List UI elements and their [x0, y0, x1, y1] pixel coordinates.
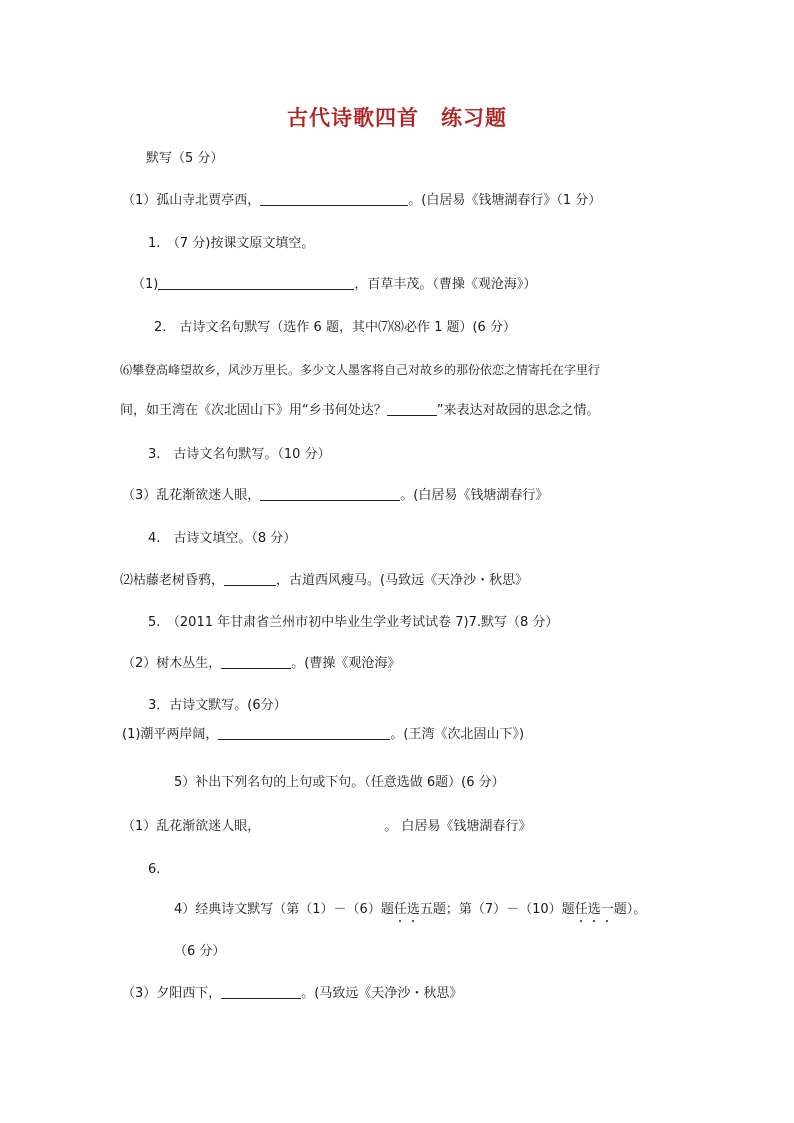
question-heading — [154, 319, 516, 337]
line-text: 。(曹操《观沧海》 — [291, 656, 401, 671]
page-title: 古代诗歌四首 练习题 — [287, 105, 507, 130]
line-text: （1) — [132, 277, 159, 292]
emphasis-char: 选 — [587, 902, 601, 917]
question-line — [122, 192, 601, 210]
question-heading — [174, 774, 505, 792]
question-number — [148, 861, 160, 879]
question-line — [122, 726, 524, 744]
answer-blank[interactable] — [387, 402, 437, 416]
line-text: （1）乱花渐欲迷人眼， — [122, 819, 261, 834]
line-text: ，古道西风瘦马。(马致远《天净沙・秋思》 — [276, 573, 529, 588]
line-text: ，百草丰茂。（曹操《观沧海》） — [354, 277, 537, 292]
emphasis-char: 任 — [393, 902, 407, 917]
answer-blank[interactable] — [224, 572, 276, 586]
line-text: 。(白居易《钱塘湖春行》（1 分） — [408, 193, 602, 208]
line-text: 4）经典诗文默写（第（1）－（6）题 — [174, 902, 394, 917]
section-heading — [146, 150, 223, 168]
line-text: 4. 古诗文填空。（8 分） — [148, 531, 297, 546]
question-line — [122, 818, 531, 836]
line-text: 题）。 — [613, 902, 647, 917]
question-line — [120, 361, 600, 379]
score-note — [174, 943, 225, 961]
question-heading — [174, 901, 646, 919]
line-text: 默写（5 分） — [146, 151, 224, 166]
question-line — [122, 985, 462, 1003]
answer-blank[interactable] — [218, 726, 390, 740]
question-line — [122, 655, 400, 673]
line-text: （3）夕阳西下， — [122, 986, 222, 1001]
line-text: 1. （7 分)按课文原文填空。 — [148, 236, 315, 251]
question-heading — [148, 530, 296, 548]
answer-blank[interactable] — [260, 192, 408, 206]
line-text: 。(马致远《天净沙・秋思》 — [301, 986, 463, 1001]
line-text: ⑹攀登高峰望故乡，风沙万里长。多少文人墨客将自己对故乡的那份依恋之情寄托在字里行 — [120, 363, 601, 377]
answer-blank[interactable] — [221, 655, 291, 669]
line-text: （3）乱花渐欲迷人眼， — [122, 488, 261, 503]
answer-blank[interactable] — [260, 487, 400, 501]
answer-blank[interactable] — [158, 276, 354, 290]
line-text: 2. 古诗文名句默写（选作 6 题，其中⑺⑻必作 1 题）(6 分） — [154, 320, 516, 335]
line-text: (1)潮平两岸阔， — [122, 727, 219, 742]
line-text: （2）树木丛生， — [122, 656, 222, 671]
question-line — [132, 276, 536, 294]
line-text: （1）孤山寺北贾亭西， — [122, 193, 261, 208]
line-text: ⑵枯藤老树昏鸦， — [120, 573, 225, 588]
question-heading — [148, 614, 558, 632]
answer-blank[interactable] — [221, 985, 301, 999]
line-text: 5. （2011 年甘肃省兰州市初中毕业生学业考试试卷 7)7.默写（8 分） — [148, 615, 559, 630]
question-heading — [148, 697, 287, 715]
line-text: ”来表达对故园的思念之情。 — [436, 403, 600, 418]
question-heading — [148, 235, 314, 253]
question-line — [120, 572, 528, 590]
emphasis-char: 一 — [600, 902, 614, 917]
line-text: 3．古诗文默写。(6分） — [148, 698, 287, 713]
line-text: 。 白居易《钱塘湖春行》 — [384, 819, 532, 834]
line-text: （6 分） — [174, 944, 226, 959]
question-heading — [148, 446, 331, 464]
line-text: 。(王湾《次北固山下》) — [390, 727, 525, 742]
line-text: 五题；第（7）－（10）题 — [419, 902, 575, 917]
line-text: 3. 古诗文名句默写。（10 分） — [148, 447, 331, 462]
emphasis-char: 任 — [574, 902, 588, 917]
line-text: 6. — [148, 862, 161, 877]
line-text: 。(白居易《钱塘湖春行》 — [400, 488, 549, 503]
question-line — [122, 487, 548, 505]
line-text: 间，如王湾在《次北固山下》用“乡书何处达？ — [120, 403, 387, 418]
question-line — [120, 402, 600, 420]
emphasis-char: 选 — [406, 902, 420, 917]
line-text: 5）补出下列名句的上句或下句。（任意选做 6题）(6 分） — [174, 775, 505, 790]
